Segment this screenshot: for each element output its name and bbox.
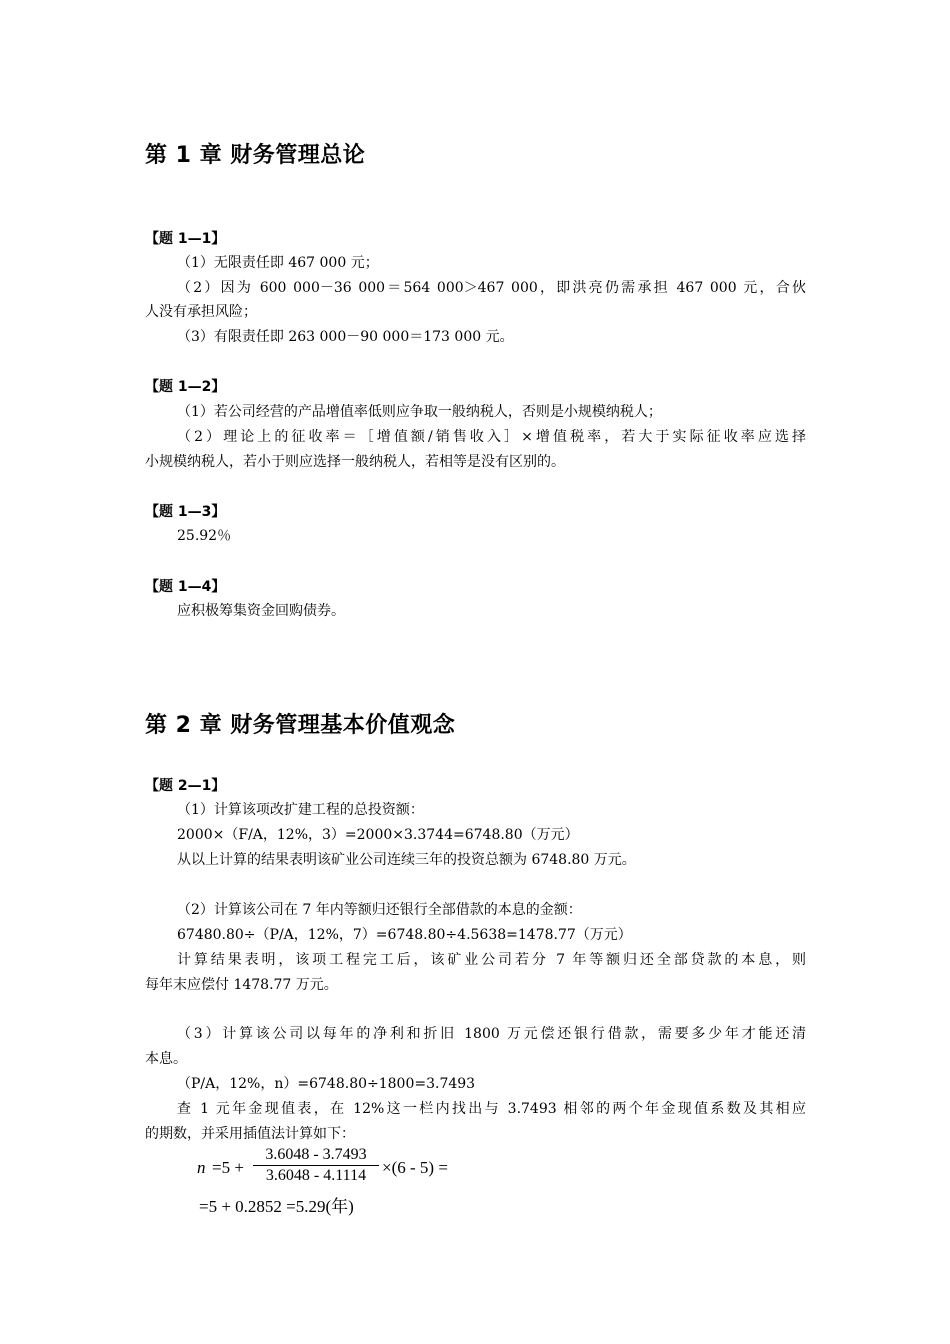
q1-2-line-1: （1）若公司经营的产品增值率低则应争取一般纳税人，否则是小规模纳税人；	[177, 404, 662, 420]
formula-eq1: =5 +	[212, 1158, 244, 1177]
q2-1-line-3: 从以上计算的结果表明该矿业公司连续三年的投资总额为 6748.80 万元。	[177, 852, 636, 868]
q2-1-line-9: 本息。	[145, 1051, 187, 1067]
formula-numerator: 3.6048 - 3.7493	[265, 1146, 367, 1163]
q1-1-line-4: （3）有限责任即 263 000－90 000＝173 000 元。	[177, 329, 514, 345]
q1-4-line-1: 应积极筹集资金回购债券。	[177, 603, 345, 619]
q2-1-line-10: （P/A，12%，n）=6748.80÷1800=3.7493	[177, 1076, 476, 1092]
q1-2-line-2: （2）理论上的征收率＝［增值额/销售收入］×增值税率，若大于实际征收率应选择	[177, 429, 806, 445]
q2-1-line-5: 67480.80÷（P/A，12%，7）=6748.80÷4.5638=1478.77（万元）	[177, 927, 632, 943]
q1-3-line-1: 25.92％	[177, 528, 232, 544]
q1-2-line-3: 小规模纳税人，若小于则应选择一般纳税人，若相等是没有区别的。	[145, 454, 565, 470]
q1-1-line-2: （2）因为 600 000－36 000＝564 000＞467 000，即洪亮仍需承担 467 000 元，合伙	[177, 280, 806, 296]
question-1-1-header: 【题 1—1】	[145, 231, 226, 247]
question-2-1-header: 【题 2—1】	[145, 778, 226, 794]
chapter-1-title: 第 1 章 财务管理总论	[145, 143, 366, 168]
fraction-bar	[253, 1165, 379, 1166]
q1-1-line-1: （1）无限责任即 467 000 元；	[177, 255, 379, 271]
q2-1-line-1: （1）计算该项改扩建工程的总投资额：	[177, 802, 424, 818]
q2-1-line-11: 查 1 元年金现值表，在 12%这一栏内找出与 3.7493 相邻的两个年金现值系数及其相应	[177, 1101, 806, 1117]
q2-1-line-4: （2）计算该公司在 7 年内等额归还银行全部借款的本息的金额：	[177, 902, 582, 918]
formula-denominator: 3.6048 - 4.1114	[265, 1167, 367, 1184]
q2-1-line-7: 每年末应偿付 1478.77 万元。	[145, 977, 338, 993]
q1-1-line-3: 人没有承担风险；	[145, 304, 257, 320]
formula-times: ×(6 - 5) =	[382, 1158, 448, 1177]
q2-1-line-2: 2000×（F/A，12%，3）=2000×3.3744=6748.80（万元）	[177, 827, 579, 843]
question-1-4-header: 【题 1—4】	[145, 579, 226, 595]
formula-line-2: =5 + 0.2852 =5.29(年)	[199, 1197, 354, 1216]
formula-lhs: n	[197, 1158, 206, 1177]
formula-fraction	[253, 1146, 379, 1185]
q2-1-line-8: （3）计算该公司以每年的净利和折旧 1800 万元偿还银行借款，需要多少年才能还清	[177, 1026, 806, 1042]
q2-1-line-6: 计算结果表明，该项工程完工后，该矿业公司若分 7 年等额归还全部贷款的本息，则	[177, 952, 806, 968]
chapter-2-title: 第 2 章 财务管理基本价值观念	[145, 713, 456, 738]
q2-1-line-12: 的期数，并采用插值法计算如下：	[145, 1126, 355, 1142]
question-1-2-header: 【题 1—2】	[145, 379, 226, 395]
question-1-3-header: 【题 1—3】	[145, 504, 226, 520]
